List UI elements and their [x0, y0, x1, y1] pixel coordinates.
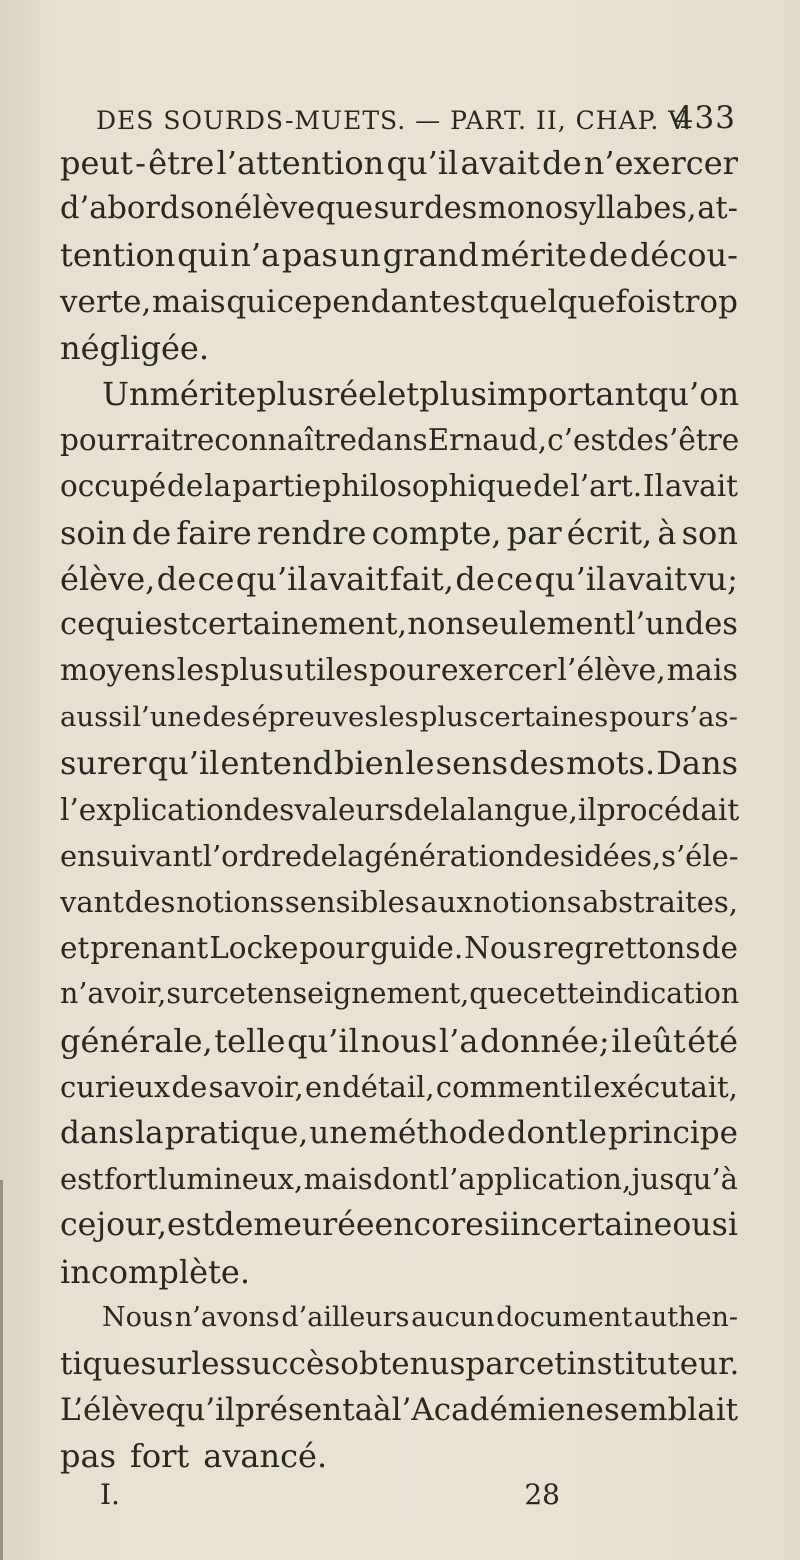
- text-line: [60, 371, 738, 417]
- word: l’Académie: [391, 1392, 566, 1429]
- word: des: [124, 885, 176, 919]
- text-line: [60, 1202, 738, 1248]
- word: qu’il: [287, 1021, 359, 1060]
- word: de: [701, 931, 738, 966]
- word: que: [469, 977, 523, 1011]
- running-head: [96, 100, 736, 140]
- word: comment: [435, 1069, 573, 1104]
- word: jusqu’à: [631, 1162, 738, 1197]
- word: Nous: [102, 1301, 174, 1333]
- word: été: [687, 1021, 738, 1060]
- word: exécutait,: [593, 1069, 738, 1104]
- word: fort: [104, 1162, 158, 1197]
- text-line: [60, 1295, 738, 1341]
- word: mais: [303, 1162, 373, 1197]
- word: qu’il: [386, 144, 459, 182]
- word: grand: [382, 236, 479, 275]
- word: est: [441, 283, 489, 320]
- word: surer: [60, 744, 147, 783]
- word: de: [617, 423, 654, 458]
- word: notions: [176, 885, 285, 919]
- word: cet: [518, 1345, 567, 1382]
- word: et: [60, 931, 90, 966]
- word: obtenus: [340, 1345, 466, 1382]
- text-line: [60, 1110, 738, 1156]
- word: qui: [226, 283, 277, 320]
- word: aussi: [60, 701, 132, 734]
- word: l’une: [132, 701, 202, 734]
- word: pratique,: [164, 1114, 309, 1151]
- word: partie: [232, 469, 322, 504]
- word: seulement: [465, 606, 626, 642]
- word: Dans: [656, 744, 738, 783]
- word: pas: [60, 1437, 116, 1476]
- word: être: [148, 144, 215, 182]
- word: cependant: [276, 283, 442, 320]
- word: il: [577, 792, 597, 827]
- word: à: [373, 1392, 392, 1429]
- word: mais: [151, 283, 226, 320]
- word: il: [573, 1069, 592, 1104]
- word: aux: [420, 885, 473, 919]
- word: utiles: [284, 653, 369, 689]
- word: s’éle-: [661, 838, 739, 873]
- word: eût: [633, 1021, 686, 1060]
- word: est: [167, 1207, 215, 1244]
- word: s’as-: [675, 701, 738, 734]
- word: dont: [373, 1162, 440, 1197]
- word: est: [60, 1162, 104, 1197]
- word: tention: [60, 236, 176, 275]
- word: sur: [166, 977, 213, 1011]
- signature-number: 28: [524, 1478, 560, 1511]
- word: enseignement,: [257, 977, 470, 1011]
- text-line: [60, 186, 738, 232]
- word: savoir,: [208, 1069, 304, 1104]
- word: tique: [60, 1345, 141, 1382]
- word: aucun: [411, 1301, 495, 1333]
- word: de: [171, 1069, 208, 1104]
- word: jour,: [96, 1207, 167, 1244]
- page-number: 433: [673, 100, 736, 136]
- word: mais: [666, 653, 738, 689]
- word: bien: [334, 744, 405, 783]
- word: cette: [522, 977, 596, 1011]
- word: ce: [197, 559, 235, 598]
- text-line: [60, 694, 738, 740]
- word: en: [305, 1069, 341, 1104]
- word: des: [509, 744, 565, 783]
- word: langue,: [467, 792, 578, 827]
- word: de: [455, 559, 495, 598]
- word: certainement,: [190, 606, 408, 642]
- word: sur: [140, 1345, 192, 1382]
- word: un: [339, 236, 381, 275]
- body-text: [60, 140, 738, 1479]
- word: Il: [642, 469, 665, 504]
- word: at-: [697, 191, 738, 227]
- word: idées,: [574, 838, 662, 873]
- word: son: [179, 191, 234, 227]
- word: élève,: [60, 559, 156, 598]
- word: le: [578, 1114, 607, 1151]
- word: il: [611, 1021, 632, 1060]
- word: Ernaud,: [427, 423, 548, 458]
- word: authen-: [633, 1301, 738, 1333]
- word: fort: [129, 1437, 190, 1476]
- word: peut: [60, 144, 133, 182]
- text-line: [60, 1341, 738, 1387]
- word: avancé.: [203, 1437, 328, 1476]
- word: certaines: [479, 701, 609, 734]
- word: en: [60, 838, 96, 873]
- word: le: [405, 744, 435, 783]
- word: l’explication: [60, 792, 243, 827]
- word: verte,: [60, 283, 152, 320]
- word: générale,: [60, 1021, 213, 1060]
- word: qu’il: [534, 559, 607, 598]
- word: plus: [256, 374, 324, 413]
- word: lumineux,: [158, 1162, 304, 1197]
- text-line: [60, 140, 738, 186]
- word: faire: [176, 513, 252, 552]
- text-line: [60, 510, 738, 556]
- word: pas: [281, 236, 338, 275]
- running-head-title: DES SOURDS-MUETS. — PART. II, CHAP. V.: [96, 106, 692, 135]
- word: la: [337, 838, 365, 873]
- word: ne: [565, 1392, 604, 1429]
- word: pour: [369, 653, 441, 689]
- word: des: [242, 792, 295, 827]
- word: n’avoir,: [60, 977, 167, 1011]
- text-line: [60, 1433, 738, 1479]
- word: soin: [60, 513, 127, 552]
- word: indication: [595, 977, 740, 1011]
- word: notions: [473, 885, 582, 919]
- word: la: [204, 469, 232, 504]
- word: plus: [220, 653, 284, 689]
- word: pour: [299, 931, 370, 966]
- word: de: [403, 792, 441, 827]
- word: avait: [309, 559, 389, 598]
- word: c’est: [547, 423, 618, 458]
- word: semblait: [603, 1392, 739, 1429]
- word: de: [131, 513, 172, 552]
- word: Un: [102, 374, 150, 413]
- text-line: [60, 1018, 738, 1064]
- text-line: [60, 556, 738, 602]
- word: ce: [496, 559, 534, 598]
- word: épreuves: [251, 701, 379, 734]
- word: qui: [177, 236, 229, 275]
- word: monosyllabes,: [477, 191, 697, 227]
- word: instituteur.: [566, 1345, 740, 1382]
- word: avait: [460, 144, 540, 182]
- word: regrettons: [542, 931, 701, 966]
- page-footer: [100, 1478, 560, 1522]
- word: principe: [607, 1114, 738, 1151]
- word: prenant: [90, 931, 209, 966]
- text-line: [60, 648, 738, 694]
- word: n’exercer: [583, 144, 738, 182]
- word: l’a: [438, 1021, 479, 1060]
- word: exercer: [440, 653, 557, 689]
- word: si: [711, 1207, 738, 1244]
- word: ce: [60, 1207, 97, 1244]
- word: s’être: [653, 423, 740, 458]
- word: n’avons: [174, 1301, 280, 1333]
- word: sensibles: [284, 885, 420, 919]
- word: n’a: [230, 236, 281, 275]
- word: Locke: [209, 931, 299, 966]
- word: présenta: [234, 1392, 374, 1429]
- word: dans: [60, 1114, 135, 1151]
- word: occupé: [60, 469, 167, 504]
- word: guide.: [370, 931, 464, 966]
- word: les: [176, 653, 220, 689]
- word: plus: [419, 701, 478, 734]
- word: la: [440, 792, 468, 827]
- word: ou: [672, 1207, 712, 1244]
- word: valeurs: [294, 792, 404, 827]
- word: procédait: [596, 792, 740, 827]
- word: suivant: [95, 838, 203, 873]
- text-line: [60, 463, 738, 509]
- text-line: [60, 833, 738, 879]
- word: avait: [664, 469, 738, 504]
- word: quelquefois: [489, 283, 672, 320]
- word: incomplète.: [60, 1252, 250, 1291]
- word: par: [506, 513, 562, 552]
- text-line: [60, 879, 738, 925]
- word: qui: [95, 606, 145, 642]
- word: mots.: [566, 744, 656, 783]
- word: compte,: [371, 513, 502, 552]
- word: l’art.: [570, 469, 643, 504]
- word: de: [302, 838, 338, 873]
- word: philosophique: [322, 469, 533, 504]
- text-line: [60, 325, 738, 371]
- word: L’élève: [60, 1392, 166, 1429]
- word: trop: [672, 283, 738, 320]
- word: important: [486, 374, 648, 413]
- text-line: [60, 1387, 738, 1433]
- word: l’attention: [216, 144, 385, 182]
- word: encore: [374, 1207, 484, 1244]
- text-line: [60, 787, 738, 833]
- word: est: [144, 606, 191, 642]
- word: écrit,: [566, 513, 653, 552]
- text-line: [60, 1249, 738, 1295]
- word: les: [191, 1345, 236, 1382]
- word: mérite: [149, 374, 257, 413]
- text-line: [60, 417, 738, 463]
- word: de: [542, 144, 582, 182]
- word: non: [407, 606, 466, 642]
- word: méthode: [368, 1114, 506, 1151]
- word: document: [496, 1301, 633, 1333]
- word: entend: [220, 744, 333, 783]
- text-line: [60, 740, 738, 786]
- word: l’un: [625, 606, 685, 642]
- word: l’ordre: [202, 838, 303, 873]
- word: telle: [214, 1021, 286, 1060]
- text-line: [60, 232, 738, 278]
- word: qu’on: [647, 374, 740, 413]
- word: pourrait: [60, 423, 183, 458]
- word: dans: [357, 423, 428, 458]
- text-line: [60, 1156, 738, 1202]
- signature-mark: I.: [100, 1478, 120, 1511]
- word: des: [524, 838, 575, 873]
- word: avait: [607, 559, 687, 598]
- word: de: [167, 469, 204, 504]
- word: des: [202, 701, 251, 734]
- word: donnée;: [479, 1021, 610, 1060]
- page-binding-edge: [0, 1180, 3, 1560]
- word: cet: [212, 977, 258, 1011]
- word: reconnaître: [182, 423, 358, 458]
- word: -: [135, 144, 146, 182]
- word: qu’il: [165, 1392, 235, 1429]
- text-line: [60, 279, 738, 325]
- word: sens: [435, 744, 509, 783]
- word: que: [315, 191, 374, 227]
- word: moyens: [60, 653, 176, 689]
- word: demeurée: [214, 1207, 375, 1244]
- word: fait,: [389, 559, 454, 598]
- word: les: [379, 701, 419, 734]
- word: son: [681, 513, 738, 552]
- word: vant: [60, 885, 125, 919]
- word: de: [156, 559, 197, 598]
- word: ce: [60, 606, 96, 642]
- word: des: [424, 191, 478, 227]
- word: pour: [609, 701, 675, 734]
- word: si: [483, 1207, 511, 1244]
- word: l’application,: [439, 1162, 632, 1197]
- word: par: [465, 1345, 519, 1382]
- word: Nous: [464, 931, 542, 966]
- word: élève: [234, 191, 316, 227]
- word: rendre: [256, 513, 367, 552]
- text-line: [60, 602, 738, 648]
- word: décou-: [629, 236, 738, 275]
- word: succès: [235, 1345, 341, 1382]
- word: et: [387, 374, 420, 413]
- word: sur: [373, 191, 424, 227]
- word: plus: [419, 374, 487, 413]
- word: vu;: [688, 559, 738, 598]
- word: nous: [360, 1021, 438, 1060]
- word: réel: [323, 374, 388, 413]
- word: d’ailleurs: [281, 1301, 410, 1333]
- word: la: [135, 1114, 164, 1151]
- word: de: [588, 236, 629, 275]
- word: qu’il: [235, 559, 308, 598]
- word: incertaine: [510, 1207, 673, 1244]
- word: des: [684, 606, 738, 642]
- text-line: [60, 1064, 738, 1110]
- word: négligée.: [60, 328, 210, 367]
- word: génération: [364, 838, 525, 873]
- word: l’élève,: [557, 653, 666, 689]
- word: abstraites,: [582, 885, 738, 919]
- word: dont: [506, 1114, 578, 1151]
- word: d’abord: [60, 191, 180, 227]
- word: de: [533, 469, 570, 504]
- word: curieux: [60, 1069, 171, 1104]
- word: qu’il: [147, 744, 220, 783]
- text-line: [60, 971, 738, 1017]
- word: à: [657, 513, 677, 552]
- word: détail,: [342, 1069, 435, 1104]
- word: une: [309, 1114, 368, 1151]
- word: mérite: [480, 236, 587, 275]
- text-line: [60, 925, 738, 971]
